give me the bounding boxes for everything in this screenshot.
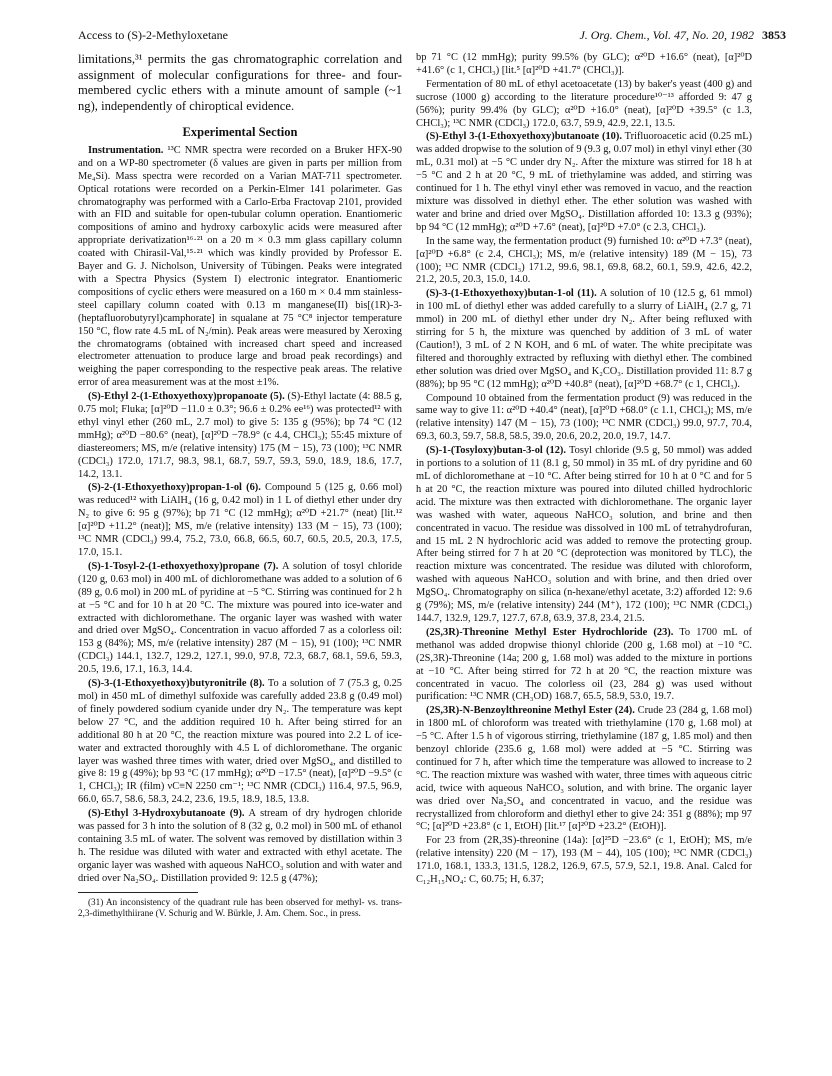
paragraph-head: (S)-1-Tosyl-2-(1-ethoxyethoxy)propane (7). xyxy=(88,560,279,572)
instrumentation-paragraph xyxy=(78,145,402,390)
footnote-divider xyxy=(78,892,198,893)
paragraph-body: To 1700 mL of methanol was added dropwise thionyl chloride (200 g, 1.68 mol) at −10 °C. (2S,3R)-Threonine (14a; 200 g, 1.68 mol) was added to the mixture in portions at −10 °C. After being stirred for 72 h at 20 °C, the reaction mixture was concentrated in vacuo. The colorless oil (23, 284 g) was used without purification: ¹³C NMR (CH₃OD) 168.7, 65.5, 58.9, 53.0, 19.7. xyxy=(416,626,752,703)
compound-24-enantiomer-paragraph: For 23 from (2R,3S)-threonine (14a): [α]²⁵D −23.6° (c 1, EtOH); MS, m/e (relative intensity) 220 (M − 17), 193 (M − 44), 105 (100); ¹³C NMR (CDCl₃) 171.0, 168.1, 133.3, 131.5, 128.2, 126.9, 67.5, 57.9, 52.1, 19.8. Anal. Calcd for C₁₂H₁₅NO₄: C, 60.75; H, 6.37; xyxy=(416,835,752,886)
fermentation-paragraph: Fermentation of 80 mL of ethyl acetoacetate (13) by baker's yeast (400 g) and sucrose (1000 g) according to the literature procedure¹⁰⁻¹³ afforded 9: 47 g (56%); purity 99.4% (by GLC); α²⁰D +16.0° (neat), [α]²⁰D +39.5° (c 1.3, CHCl₃); ¹³C NMR (CDCl₃) 172.0, 63.7, 59.9, 42.9, 22.1, 13.5. xyxy=(416,78,752,129)
paragraph-body: Crude 23 (284 g, 1.68 mol) in 1800 mL of chloroform was treated with triethylamine (170 g, 1.68 mol) at −5 °C. After 1.5 h of vigorous stirring, triethylamine (187 g, 1.85 mol) and then benzoyl chloride (235.6 g, 1.68 mol) were added at −5 °C. Stirring was continued for 7 h, after which time the temperature was allowed to increase to 2 °C. The reaction mixture was washed with water, three times with aqueous citric acid, twice with aqueous NaHCO₃ solution, and with brine. The organic layer was dried over Na₂SO₄ and concentrated in vacuo, and the residue was recrystallized from chloroform and diethyl ether to give 24: 351 g (88%); mp 97 °C; [α]²⁰D +23.8° (c 1, EtOH) [lit.¹⁷ [α]²⁰D +23.2° (EtOH)]. xyxy=(416,705,753,833)
paragraph-head: (S)-2-(1-Ethoxyethoxy)propan-1-ol (6). xyxy=(88,482,261,494)
paragraph-head: (S)-Ethyl 3-(1-Ethoxyethoxy)butanoate (10). xyxy=(426,131,622,143)
left-column xyxy=(78,52,402,920)
compound-9-paragraph xyxy=(78,808,402,885)
compound-24-paragraph xyxy=(416,705,752,834)
paragraph-body: Trifluoroacetic acid (0.25 mL) was added dropwise to the solution of 9 (9.3 g, 0.07 mol) in ethyl vinyl ether (30 mL, 0.31 mol) at −5 °C under dry N₂. After the mixture was stirred for 18 h at −5 °C and 2 h at 20 °C, 9 mL of triethylamine was added, and stirring was continued for 1 h. The ethyl vinyl ether was removed in vacuo, and the reaction mixture was dissolved in diethyl ether. The ether solution was washed with water and brine and dried over MgSO₄. Distillation afforded 10: 13.3 g (93%); bp 94 °C (12 mmHg); α²⁰D +7.6° (neat), [α]²⁰D +7.0° (c 2.3, CHCl₃). xyxy=(416,131,752,233)
compound-8-paragraph xyxy=(78,678,402,807)
paragraph-head: (S)-Ethyl 2-(1-Ethoxyethoxy)propanoate (5). xyxy=(88,391,285,403)
compound-10-reduction-paragraph: Compound 10 obtained from the fermentation product (9) was reduced in the same way to give 11: α²⁰D +40.4° (neat), [α]²⁰D +68.0° (c 1.1, CHCl₃); MS, m/e (relative intensity) 147 (M − 15), 73 (100); ¹³C NMR (CDCl₃) 99.0, 97.7, 70.4, 69.3, 60.3, 59.7, 58.8, 58.5, 39.0, 20.6, 20.2, 20.0, 19.7, 14.7. xyxy=(416,392,752,443)
intro-paragraph: limitations,³¹ permits the gas chromatographic correlation and assignment of molecular configurations for three- and four-membered cyclic ethers with a minute amount of sample (~1 ng), independently of chiroptical evidence. xyxy=(78,52,402,113)
paragraph-body: Compound 5 (125 g, 0.66 mol) was reduced¹² with LiAlH₄ (16 g, 0.42 mol) in 1 L of diethyl ether under dry N₂ to give 6: 95 g (97%); bp 71 °C (12 mmHg); α²⁰D +21.7° (neat) [lit.¹² [α]²⁰D +11.2° (neat)]; MS, m/e (relative intensity) 133 (M − 15), 73 (100); ¹³C NMR (CDCl₃) 99.4, 75.2, 73.0, 66.8, 66.5, 60.7, 60.5, 20.5, 20.3, 17.5, 17.0, 15.1. xyxy=(78,482,402,558)
paragraph-head: (S)-3-(1-Ethoxyethoxy)butyronitrile (8). xyxy=(88,678,265,690)
compound-6-paragraph xyxy=(78,482,402,559)
paragraph-head: (S)-1-(Tosyloxy)butan-3-ol (12). xyxy=(426,445,566,457)
paragraph-head: (S)-Ethyl 3-Hydroxybutanoate (9). xyxy=(88,808,245,820)
compound-10-paragraph xyxy=(416,131,752,234)
paragraph-body: Tosyl chloride (9.5 g, 50 mmol) was added in portions to a solution of 11 (8.1 g, 50 mmol) in 35 mL of dry pyridine and 60 mL of dichloromethane at −10 °C. After being stirred for 10 h at 0 °C and for 5 h at 20 °C, the reaction mixture was poured into diluted chilled hydrochloric acid. The mixture was then extracted with dichloromethane. The organic layer was washed with water, aqueous NaHCO₃ solution, and brine and then concentrated in vacuo. The residue was dissolved in 100 mL of tetrahydrofuran, and 15 mL 2 N hydrochloric acid was added to remove the protecting group. After being stirred for 7 h at 20 °C (deprotection was monitored by TLC), the reaction mixture was concentrated. The residue was diluted with chloroform, washed with aqueous NaHCO₃ solution and with brine, and then dried over MgSO₄. Chromatography on silica (n-hexane/ethyl acetate, 3:2) afforded 12: 9.6 g (79%); MS, m/e (relative intensity) 244 (M⁺), 172 (100); ¹³C NMR (CDCl₃) 144.7, 132.9, 129.7, 127.7, 67.8, 63.9, 37.8, 23.4, 21.5. xyxy=(416,445,752,624)
page-number: 3853 xyxy=(762,28,786,42)
footnote-31: (31) An inconsistency of the quadrant rule has been observed for methyl- vs. trans-2,3-dimethylthiirane (V. Schurig and W. Bürkle, J. Am. Chem. Soc., in press. xyxy=(78,896,402,918)
paragraph-body: To a solution of 7 (75.3 g, 0.25 mol) in 450 mL of dimethyl sulfoxide was carefully added 23.8 g (0.49 mol) of finely powdered sodium cyanide under dry N₂. The temperature was kept below 27 °C, and the addition required 10 h. After being stirred for an additional 80 h at 20 °C, the reaction mixture was poured into 2.2 L of ice-water and extracted thoroughly with 4.5 L of dichloromethane. The organic layer was washed three times with water, dried over MgSO₄, and distilled to give 8: 19 g (49%); bp 93 °C (17 mmHg); α²⁰D −17.5° (neat), [α]²⁰D −9.5° (c 1, CHCl₃); IR (film) νC≡N 2250 cm⁻¹; ¹³C NMR (CDCl₃) 116.4, 97.5, 96.9, 66.0, 65.7, 58.6, 58.3, 24.2, 23.6, 19.5, 18.9, 18.5, 13.8. xyxy=(78,678,402,806)
paragraph-body: A stream of dry hydrogen chloride was passed for 3 h into the solution of 8 (32 g, 0.2 mol) in 500 mL of ethanol containing 3.5 mL of water. The solvent was removed by distillation within 3 h. The residue was diluted with water and extracted with ethyl acetate. The organic layer was washed with aqueous NaHCO₃ solution and with water and dried over Na₂SO₄. Distillation provided 9: 12.5 g (47%); xyxy=(78,808,402,884)
compound-5-paragraph xyxy=(78,391,402,481)
running-title: Access to (S)-2-Methyloxetane xyxy=(78,28,228,42)
section-heading: Experimental Section xyxy=(182,125,298,139)
paragraph-head: (2S,3R)-Threonine Methyl Ester Hydrochloride (23). xyxy=(426,626,674,638)
running-header xyxy=(78,28,786,44)
compound-23-paragraph xyxy=(416,627,752,704)
compound-12-paragraph xyxy=(416,445,752,626)
right-column xyxy=(416,52,752,888)
journal-name: J. Org. Chem., Vol. 47, No. 20, 1982 xyxy=(579,28,754,42)
paragraph-head: (2S,3R)-N-Benzoylthreonine Methyl Ester (24). xyxy=(426,705,635,717)
compound-9-continued: bp 71 °C (12 mmHg); purity 99.5% (by GLC); α²⁰D +16.6° (neat), [α]²⁰D +41.6° (c 1, CHCl₃) [lit.⁵ [α]²⁰D +41.7° (CHCl₃)]. xyxy=(416,52,752,76)
paragraph-body: ¹³C NMR spectra were recorded on a Bruker HFX-90 and on a WP-80 spectrometer (δ values are given in parts per million from Me₄Si). Mass spectra were recorded on a Varian MAT-711 spectrometer. Optical rotations were recorded on a Perkin-Elmer 141 polarimeter. Gas chromatography was performed with a Carlo-Erba Fractovap 2101, provided with an FID and suitable for open-tubular column operation. Enantiomeric compositions of amino and hydroxy carboxylic acids were measured after appropriate derivatization¹⁶·²¹ on a 20 m × 0.3 mm glass capillary column coated with Chirasil-Val,¹⁵·²¹ which was kindly provided by Professor E. Bayer and G. J. Nicholson, University of Tübingen. Peaks were integrated with a Spectra Physics (System I) electronic integrator. Enantiomeric compositions of cyclic ethers were measured on a 160 m × 0.4 mm stainless-steel capillary column coated with 0.13 m manganese(II) bis[(1R)-3-(heptafluorobutyryl)camphorate] in squalane at 75 °C⁸ injector temperature 150 °C, flow rate 4.5 mL of N₂/min). Peak areas were measured by Xeroxing the chromatograms (obtained with increased chart speed and increased electrometer attenuation to produce large and broad peak recordings) and weighing the paper corresponding to the respective peak areas. The relative error of area measurement was at the most ±1%. xyxy=(78,144,402,389)
same-way-paragraph: In the same way, the fermentation product (9) furnished 10: α²⁰D +7.3° (neat), [α]²⁰D +6.8° (c 2.4, CHCl₃); MS, m/e (relative intensity) 189 (M − 15), 73 (100); ¹³C NMR (CDCl₃) 171.2, 99.6, 98.1, 69.8, 68.2, 60.1, 59.9, 42.6, 42.2, 21.2, 20.5, 20.3, 15.0, 14.0. xyxy=(416,235,752,286)
paragraph-head: Instrumentation. xyxy=(88,144,164,156)
paragraph-head: (S)-3-(1-Ethoxyethoxy)butan-1-ol (11). xyxy=(426,288,597,300)
compound-11-paragraph xyxy=(416,288,752,391)
paragraph-body: (S)-Ethyl lactate (4: 88.5 g, 0.75 mol; Fluka; [α]²⁰D −11.0 ± 0.3°; 96.6 ± 0.2% ee¹⁶) was protected¹² with ethyl vinyl ether (260 mL, 2.7 mol) to give 5: 135 g (95%); bp 74 °C (12 mmHg); α²⁰D −80.6° (neat), [α]²⁰D −78.9° (c 4.4, CHCl₃); 55:45 mixture of diastereomers; MS, m/e (relative intensity) 175 (M − 15), 73 (100); ¹³C NMR (CDCl₃) 172.0, 171.7, 98.3, 98.1, 68.7, 59.7, 59.3, 59.0, 18.9, 18.6, 17.7, 14.2, 13.1. xyxy=(78,391,402,480)
paragraph-body: A solution of tosyl chloride (120 g, 0.63 mol) in 400 mL of dichloromethane was added to a solution of 6 (89 g, 0.6 mol) in 200 mL of pyridine at −5 °C. Stirring was continued for 2 h at −5 °C and for 10 h at 20 °C. The mixture was poured into ice-water and extracted with dichloromethane. The organic layer was washed with water and dried over MgSO₄. Concentration in vacuo afforded 7 as a colorless oil: 153 g (84%); MS, m/e (relative intensity) 287 (M − 15), 91 (100); ¹³C NMR (CDCl₃) 144.1, 132.7, 129.2, 127.1, 99.0, 97.8, 72.3, 68.7, 68.1, 59.6, 59.3, 20.5, 19.6, 17.1, 16.3, 14.4. xyxy=(78,560,402,676)
paragraph-body: A solution of 10 (12.5 g, 61 mmol) in 100 mL of diethyl ether was added carefully to a slurry of LiAlH₄ (2.7 g, 71 mmol) in 200 mL of diethyl ether under dry N₂. After being refluxed with stirring for 5 h, the mixture was quenched by addition of 3 mL of water (Caution!), 3 mL of 2 N KOH, and 6 mL of water. The white precipitate was filtered and thoroughly extracted by refluxing with diethyl ether. The combined ether solution was dried over MgSO₄ and K₂CO₃. Distillation provided 11: 8.7 g (88%); bp 95 °C (12 mmHg); α²⁰D +40.8° (neat), [α]²⁰D +68.7° (c 1, CHCl₃). xyxy=(416,288,752,390)
journal-citation xyxy=(579,28,786,43)
compound-7-paragraph xyxy=(78,561,402,677)
